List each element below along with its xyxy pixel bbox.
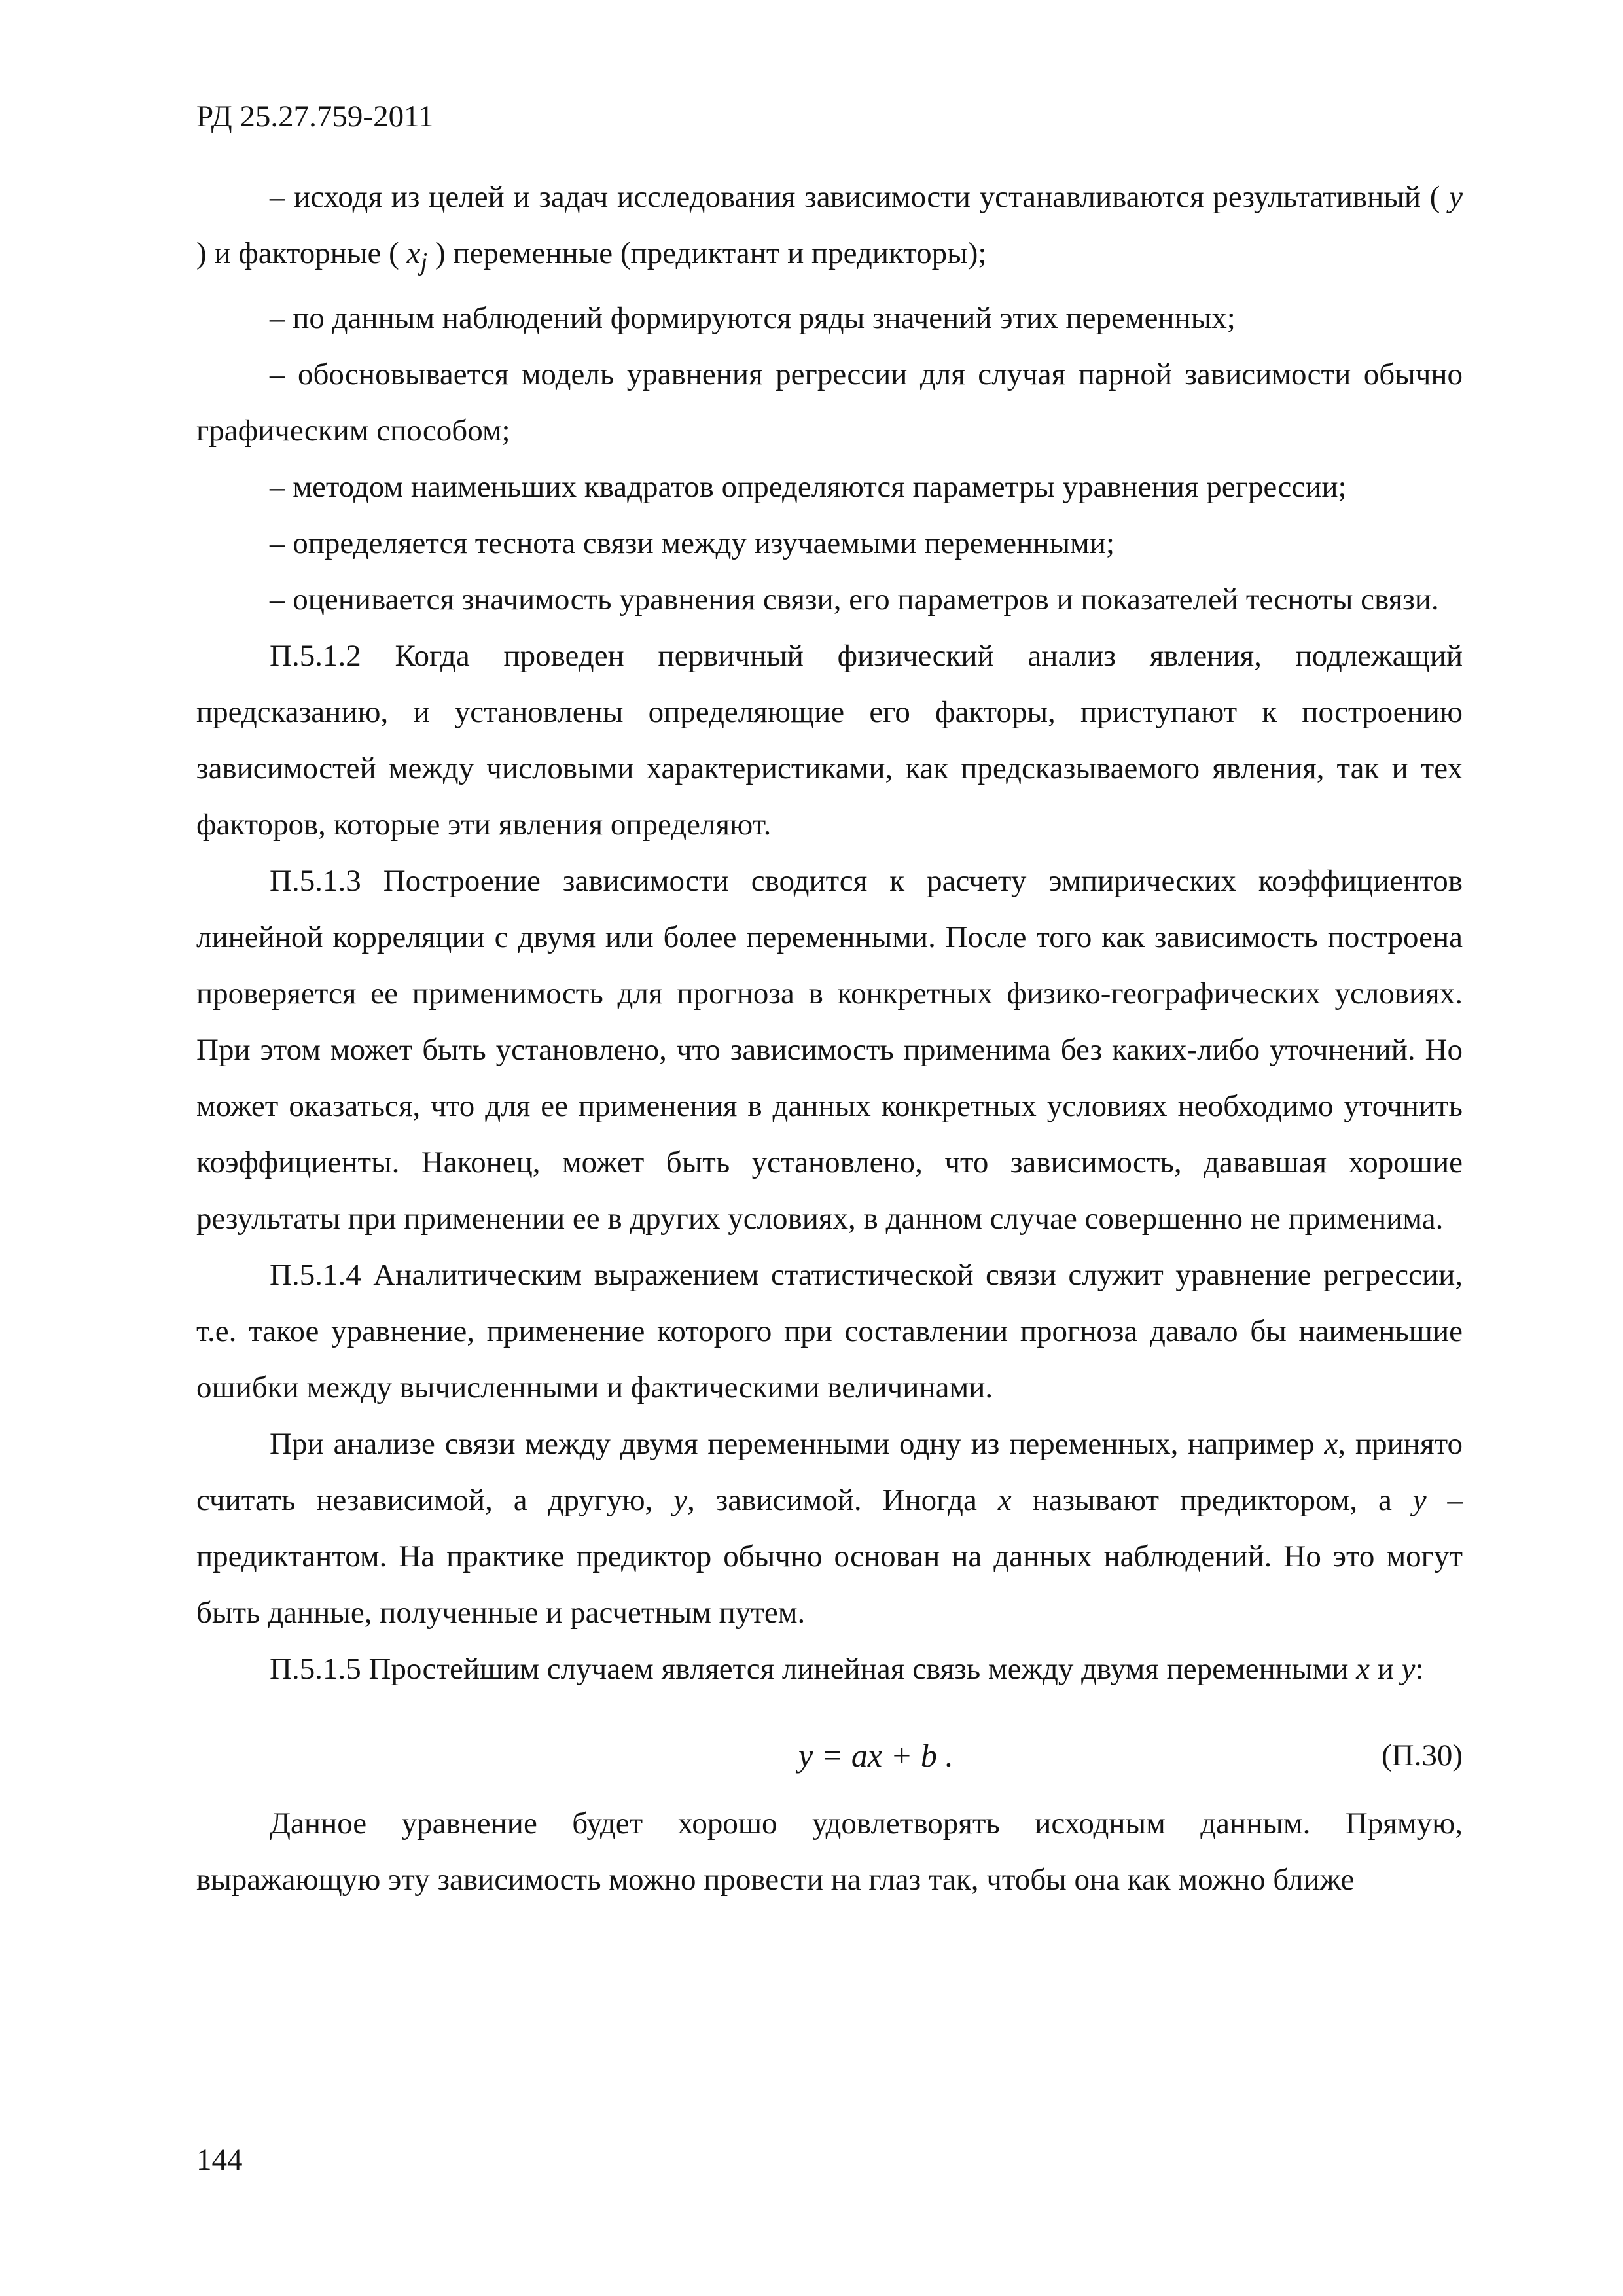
text-run: – по данным наблюдений формируются ряды значений этих переменных; xyxy=(270,301,1236,336)
page-number: 144 xyxy=(196,2143,243,2177)
text-run: ) и факторные ( xyxy=(196,236,399,270)
list-block xyxy=(196,169,1463,628)
list-item xyxy=(196,290,1463,346)
text-run: При анализе связи между двумя переменными одну из переменных, например xyxy=(270,1427,1325,1462)
text-run: – методом наименьших квадратов определяются параметры уравнения регрессии; xyxy=(270,470,1347,505)
text-run: – определяется теснота связи между изучаемыми переменными; xyxy=(270,526,1115,561)
paragraph xyxy=(196,853,1463,1247)
equation-row xyxy=(196,1697,1463,1795)
math-symbol: x xyxy=(997,1483,1012,1518)
paragraphs-after xyxy=(196,1795,1463,1908)
document-code: РД 25.27.759-2011 xyxy=(196,99,434,134)
text-run: – предиктантом. На практике предиктор обычно основан на данных наблюдений. Но это могут быть данные, полученные и расчетным путем. xyxy=(196,1483,1463,1630)
math-symbol: y xyxy=(1401,1652,1416,1687)
paragraph xyxy=(196,1416,1463,1641)
text-run: называют предиктором, а xyxy=(1011,1483,1413,1518)
text-run: : xyxy=(1415,1652,1424,1687)
list-item xyxy=(196,346,1463,459)
math-symbol: x xyxy=(1324,1427,1338,1462)
list-item xyxy=(196,169,1463,290)
text-run: П.5.1.2 Когда проведен первичный физический анализ явления, подлежащий предсказанию, и установлены определяющие его факторы, приступают к построению зависимостей между числовыми характеристиками, как предсказываемого явления, так и тех факторов, которые эти явления определяют. xyxy=(196,639,1463,842)
text-run: – обосновывается модель уравнения регрессии для случая парной зависимости обычно графическим способом; xyxy=(196,357,1463,448)
text-run: П.5.1.5 Простейшим случаем является линейная связь между двумя переменными xyxy=(270,1652,1357,1687)
list-item xyxy=(196,571,1463,628)
list-item xyxy=(196,459,1463,515)
paragraph xyxy=(196,1795,1463,1908)
text-run: , зависимой. Иногда xyxy=(687,1483,998,1518)
paragraphs-before xyxy=(196,628,1463,1697)
math-symbol: y xyxy=(673,1483,688,1518)
text-run: , принято считать независимой, а другую, xyxy=(196,1427,1463,1518)
math-symbol: y xyxy=(1412,1483,1427,1518)
text-run: Данное уравнение будет хорошо удовлетворять исходным данным. Прямую, выражающую эту зависимость можно провести на глаз так, чтобы она как можно ближе xyxy=(196,1806,1463,1897)
math-symbol: y xyxy=(1440,180,1463,214)
paragraph xyxy=(196,1641,1463,1697)
paragraph xyxy=(196,1247,1463,1416)
text-run: П.5.1.3 Построение зависимости сводится к расчету эмпирических коэффициентов линейной корреляции с двумя или более переменными. После того как зависимость построена проверяется ее применимость для прогноза в конкретных физико-географических условиях. При этом может быть установлено, что зависимость применима без каких-либо уточнений. Но может оказаться, что для ее применения в данных конкретных условиях необходимо уточнить коэффициенты. Наконец, может быть установлено, что зависимость, дававшая хорошие результаты при применении ее в других условиях, в данном случае совершенно не применима. xyxy=(196,864,1463,1236)
text-run: – исходя из целей и задач исследования зависимости устанавливаются результативный ( xyxy=(270,180,1440,214)
document-body xyxy=(196,169,1463,1908)
text-run: П.5.1.4 Аналитическим выражением статистической связи служит уравнение регрессии, т.е. такое уравнение, применение которого при составлении прогноза давало бы наименьшие ошибки между вычисленными и фактическими величинами. xyxy=(196,1258,1463,1405)
equation-formula: y = ax + b . xyxy=(798,1737,954,1774)
text-run: – оценивается значимость уравнения связи, его параметров и показателей тесноты связи. xyxy=(270,583,1439,617)
math-symbol: x xyxy=(399,236,421,270)
math-symbol: j xyxy=(420,247,428,276)
equation-number: (П.30) xyxy=(1382,1738,1463,1773)
paragraph xyxy=(196,628,1463,853)
text-run: и xyxy=(1370,1652,1402,1687)
text-run: ) переменные (предиктант и предикторы); xyxy=(427,236,987,270)
math-symbol: x xyxy=(1356,1652,1370,1687)
list-item xyxy=(196,515,1463,571)
